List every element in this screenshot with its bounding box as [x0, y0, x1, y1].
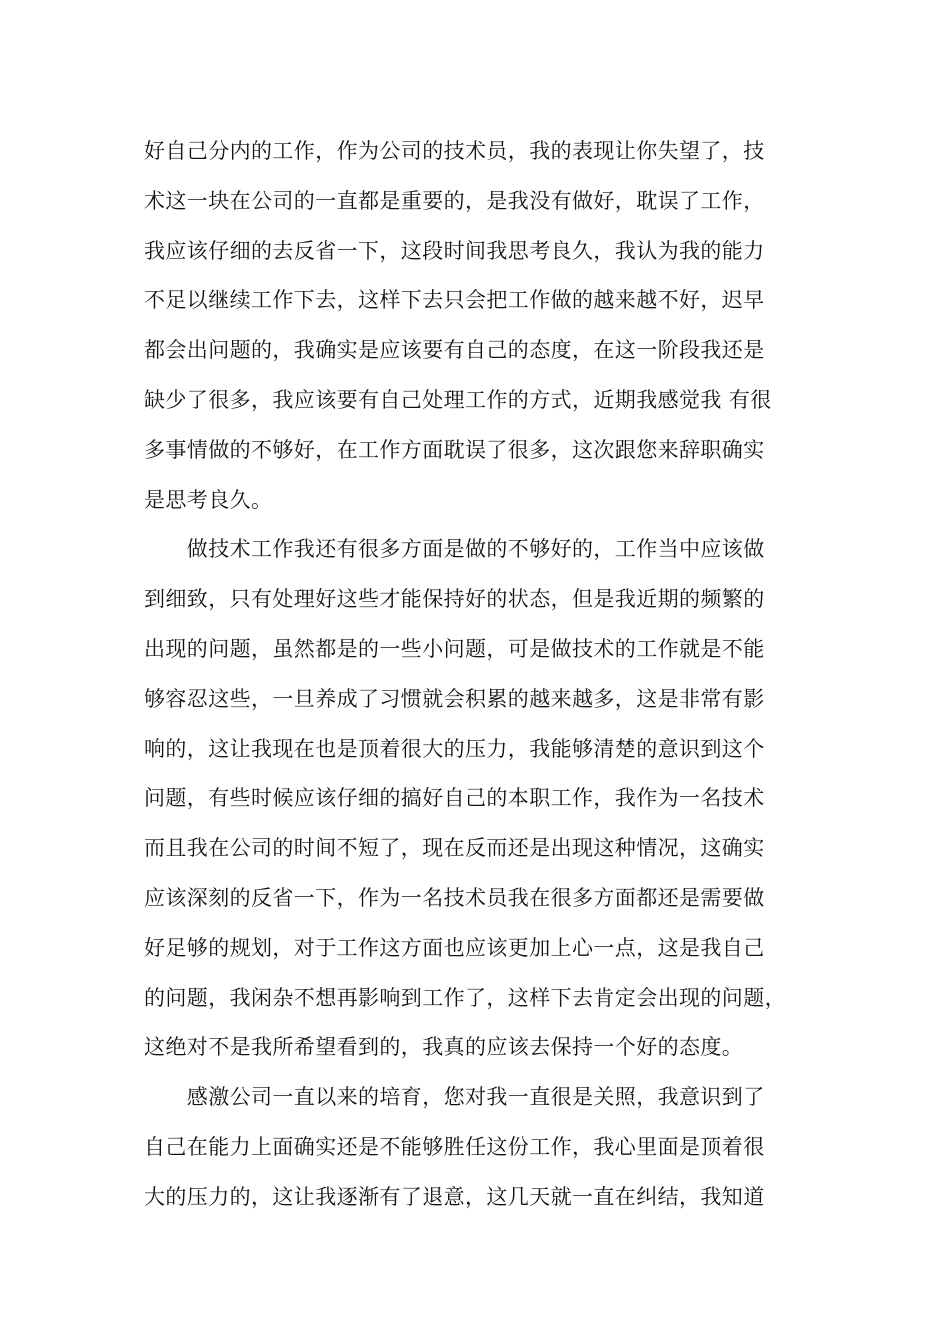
text-line: 大的压力的，这让我逐渐有了退意，这几天就一直在纠结，我知道 [144, 1184, 765, 1209]
text-line: 够容忍这些，一旦养成了习惯就会积累的越来越多，这是非常有影 [144, 686, 765, 711]
text-line: 都会出问题的，我确实是应该要有自己的态度，在这一阶段我还是 [144, 338, 765, 363]
text-line: 响的，这让我现在也是顶着很大的压力，我能够清楚的意识到这个 [144, 736, 765, 761]
text-line: 感激公司一直以来的培育，您对我一直很是关照，我意识到了 [144, 1085, 765, 1110]
text-line: 做技术工作我还有很多方面是做的不够好的，工作当中应该做 [144, 537, 765, 562]
body-text [144, 127, 824, 1223]
text-line: 这绝对不是我所希望看到的，我真的应该去保持一个好的态度。 [144, 1035, 744, 1060]
text-line: 自己在能力上面确实还是不能够胜任这份工作，我心里面是顶着很 [144, 1134, 765, 1159]
text-line: 术这一块在公司的一直都是重要的，是我没有做好，耽误了工作， [144, 188, 765, 213]
text-line: 是思考良久。 [144, 487, 273, 512]
paragraph-3 [144, 1073, 824, 1222]
text-line: 好自己分内的工作，作为公司的技术员，我的表现让你失望了，技 [144, 139, 765, 163]
text-line: 不足以继续工作下去，这样下去只会把工作做的越来越不好，迟早 [144, 288, 765, 313]
text-line: 好足够的规划，对于工作这方面也应该更加上心一点，这是我自己 [144, 935, 765, 960]
text-line: 我应该仔细的去反省一下，这段时间我思考良久，我认为我的能力 [144, 238, 765, 263]
text-line: 而且我在公司的时间不短了，现在反而还是出现这种情况，这确实 [144, 836, 765, 861]
paragraph-2 [144, 525, 824, 1073]
paragraph-1 [144, 127, 824, 525]
text-line: 问题，有些时候应该仔细的搞好自己的本职工作，我作为一名技术 [144, 786, 765, 811]
text-line: 缺少了很多，我应该要有自己处理工作的方式，近期我感觉我 有很 [144, 387, 772, 412]
text-line: 多事情做的不够好，在工作方面耽误了很多，这次跟您来辞职确实 [144, 437, 765, 462]
text-line: 到细致，只有处理好这些才能保持好的状态，但是我近期的频繁的 [144, 587, 765, 612]
text-line: 的问题，我闲杂不想再影响到工作了，这样下去肯定会出现的问题， [144, 985, 786, 1010]
text-line: 应该深刻的反省一下，作为一名技术员我在很多方面都还是需要做 [144, 885, 765, 910]
text-line: 出现的问题，虽然都是的一些小问题，可是做技术的工作就是不能 [144, 636, 765, 661]
